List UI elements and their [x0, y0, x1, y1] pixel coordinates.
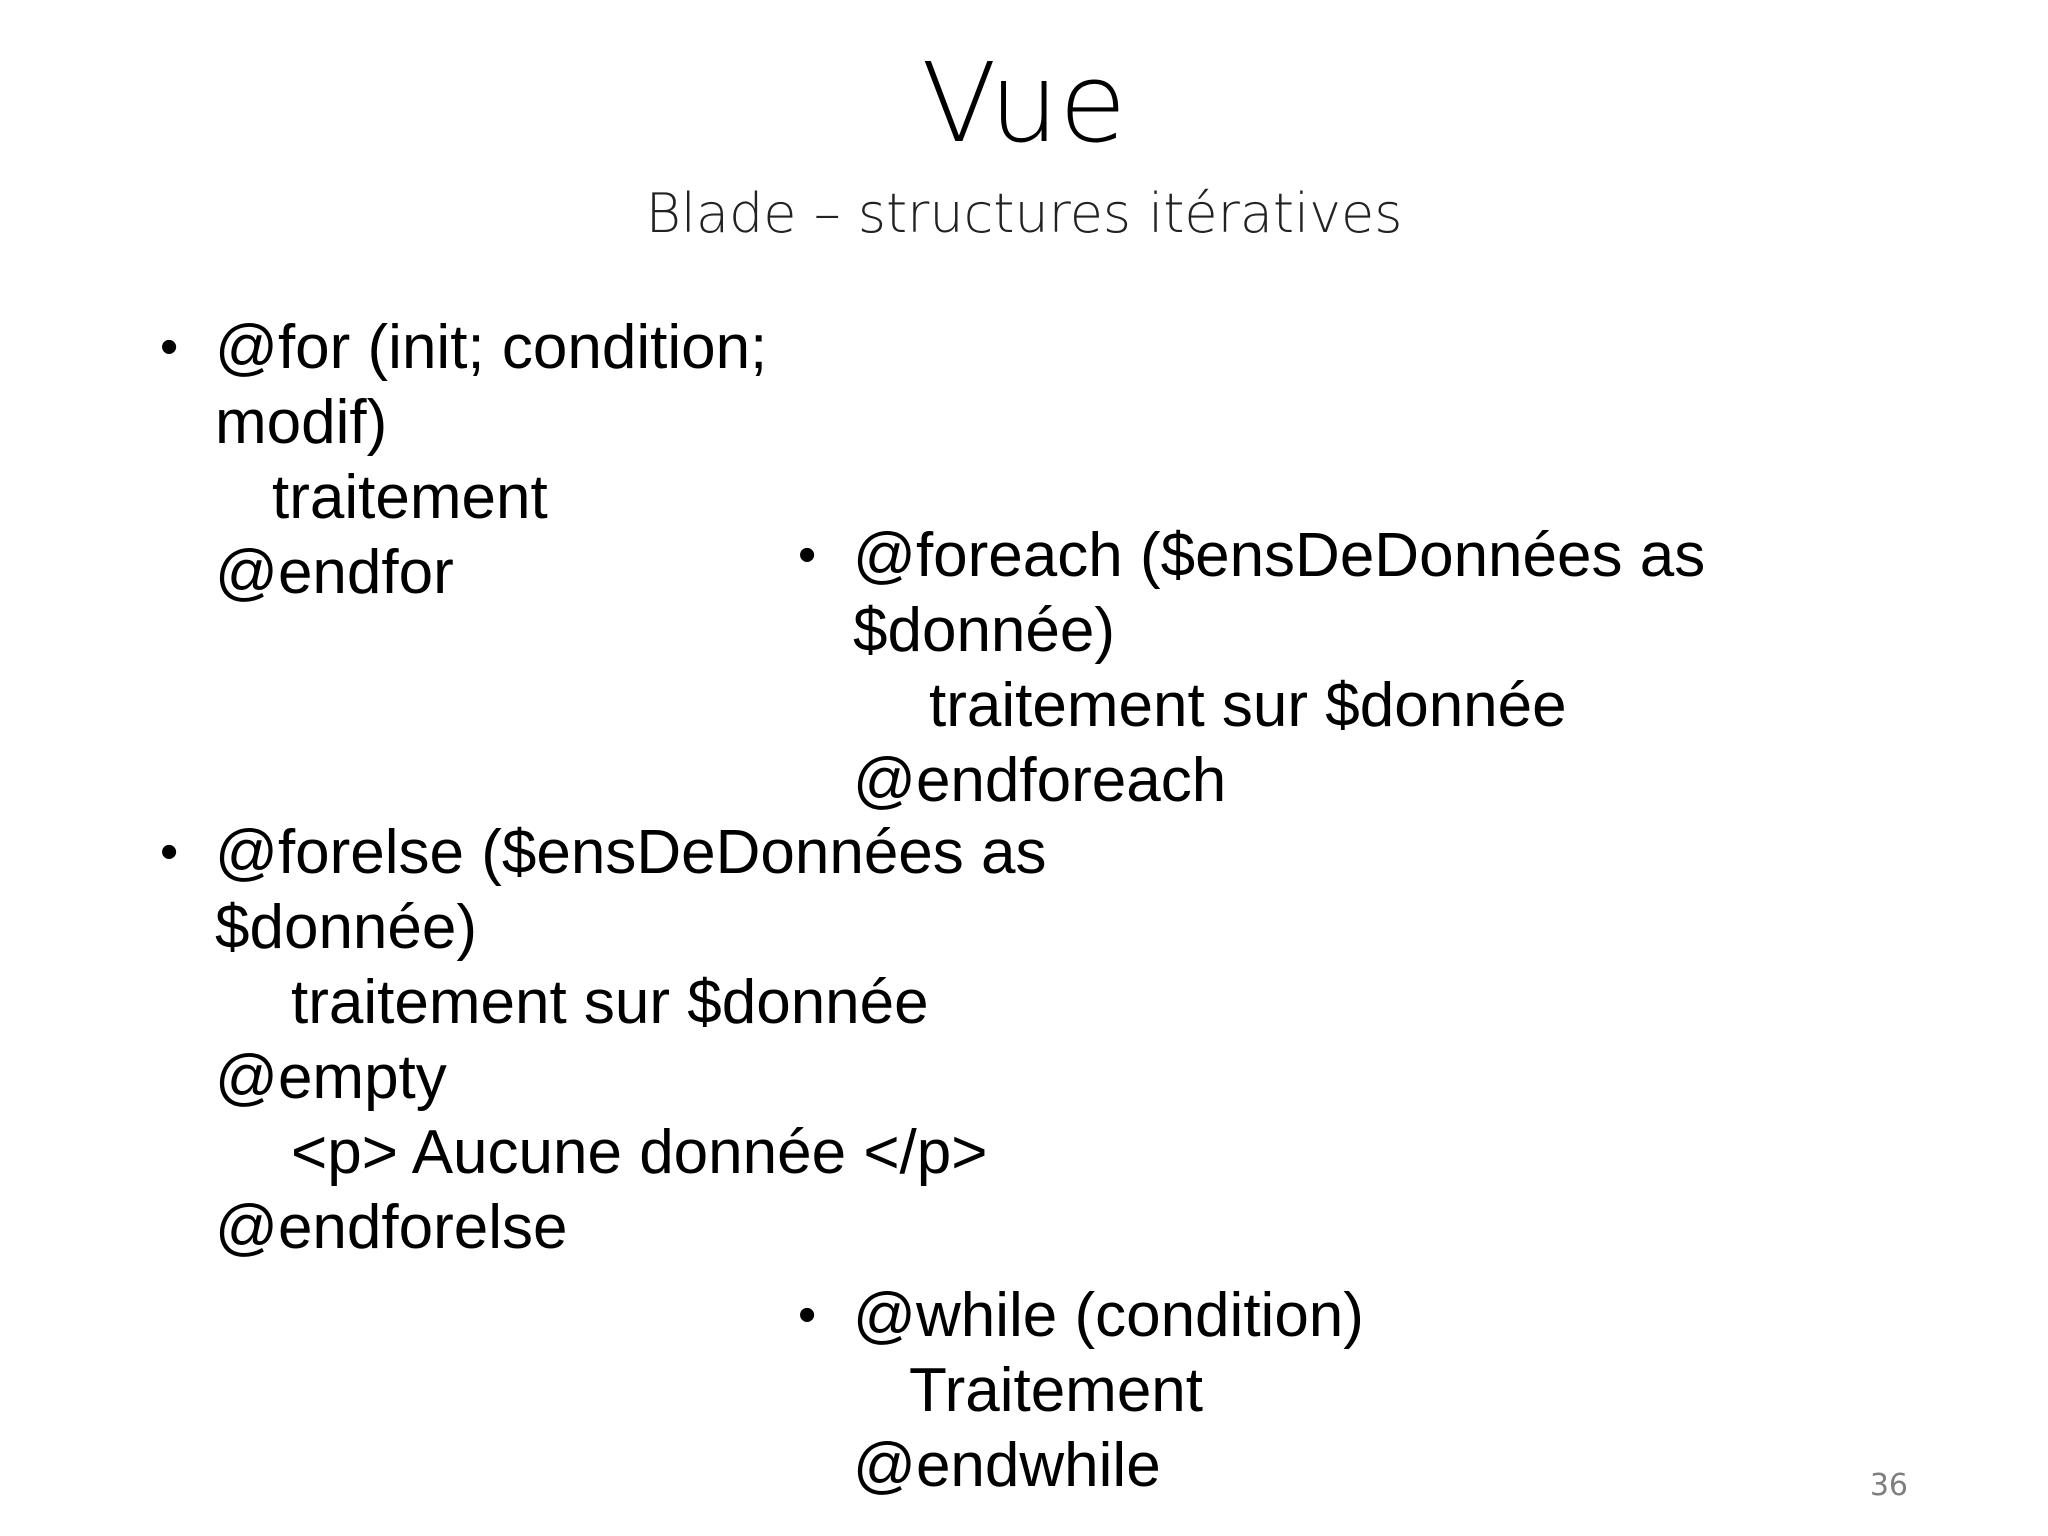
code-line: traitement sur $donnée [929, 671, 1567, 740]
code-line: @foreach ($ensDeDonnées as [853, 521, 1706, 590]
slide-subtitle: Blade – structures itératives [645, 182, 1403, 245]
code-line: @endforeach [853, 746, 1227, 815]
bullet-for [160, 310, 768, 610]
bullet-dot: • [798, 1286, 817, 1344]
code-line: modif) [215, 388, 388, 457]
code-line: traitement sur $donnée [291, 968, 929, 1037]
code-line: $donnée) [853, 596, 1116, 665]
code-line: @empty [215, 1043, 447, 1112]
slide-title: Vue [921, 39, 1127, 167]
code-line: @while (condition) [853, 1281, 1364, 1350]
bullet-dot: • [160, 823, 179, 881]
bullet-foreach [798, 518, 1706, 818]
code-line: $donnée) [215, 893, 478, 962]
page-number: 36 [1869, 1468, 1908, 1503]
bullet-while [798, 1278, 1364, 1503]
bullet-forelse [160, 815, 1047, 1265]
code-line: traitement [272, 463, 548, 532]
bullet-dot: • [798, 526, 817, 584]
code-line: @forelse ($ensDeDonnées as [215, 818, 1047, 887]
code-line: @endwhile [853, 1431, 1161, 1500]
code-line: <p> Aucune donnée </p> [291, 1118, 988, 1187]
bullet-dot: • [160, 318, 179, 376]
code-line: Traitement [909, 1356, 1204, 1425]
code-line: @endfor [215, 538, 454, 607]
code-line: @for (init; condition; [215, 313, 768, 382]
code-line: @endforelse [215, 1193, 568, 1262]
